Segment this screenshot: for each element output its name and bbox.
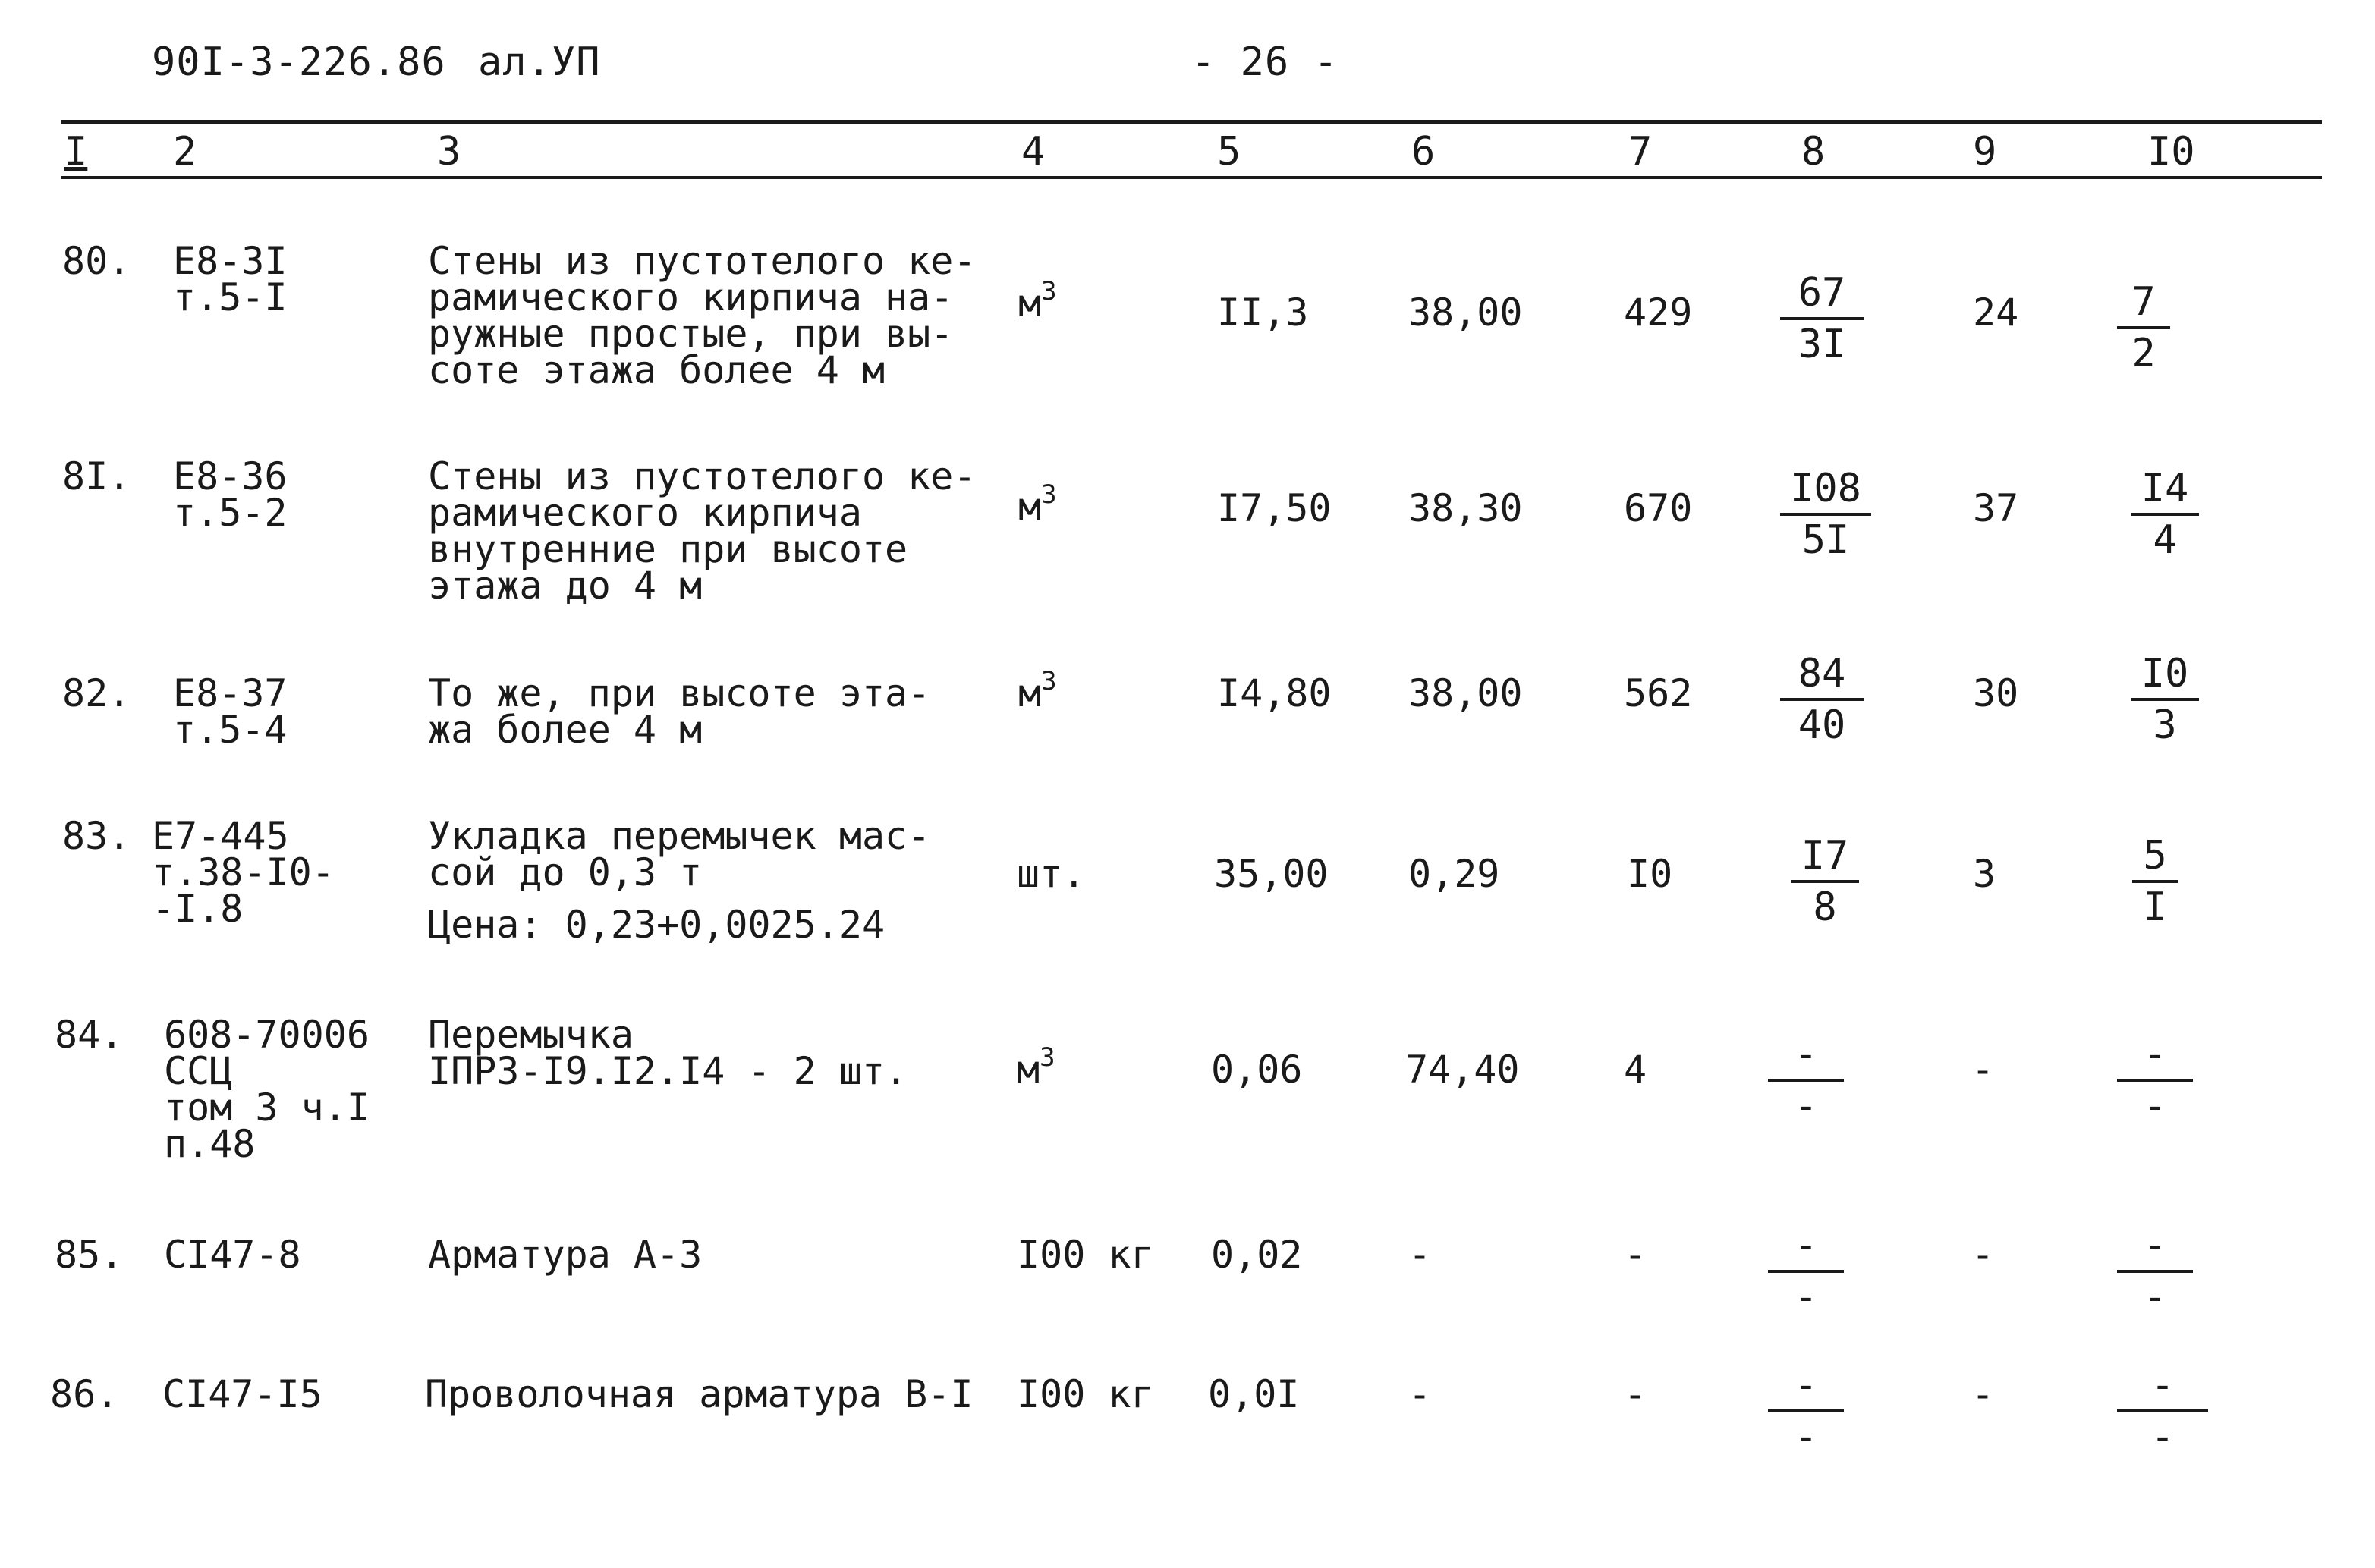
norm-code: Е8-3I т.5-I xyxy=(173,239,288,319)
norm-code: Е8-37 т.5-4 xyxy=(173,671,288,752)
column-8-fraction xyxy=(1768,1033,1844,1127)
quantity: 0,02 xyxy=(1211,1233,1303,1277)
total-cost: 4 xyxy=(1624,1048,1647,1092)
column-header-10: I0 xyxy=(2147,129,2195,174)
fraction-denominator: I xyxy=(2143,885,2167,930)
row-number: 8I. xyxy=(62,454,131,498)
column-9-value: 37 xyxy=(1973,486,2019,530)
quantity: 0,0I xyxy=(1208,1372,1300,1416)
price-note: Цена: 0,23+0,0025.24 xyxy=(428,903,886,947)
norm-code: 608-70006 ССЦ том 3 ч.I п.48 xyxy=(164,1013,370,1166)
column-8-fraction xyxy=(1780,272,1864,366)
unit xyxy=(1017,1372,1154,1416)
total-cost: I0 xyxy=(1627,852,1673,896)
unit-exponent: 3 xyxy=(1041,276,1057,306)
unit-exponent: 3 xyxy=(1041,666,1057,696)
fraction-numerator: - xyxy=(2117,1033,2193,1082)
fraction-denominator: 2 xyxy=(2131,331,2156,376)
column-10-fraction xyxy=(2117,1364,2208,1458)
unit xyxy=(1018,666,1057,715)
fraction-denominator: 8 xyxy=(1813,885,1837,930)
work-description: Арматура А-3 xyxy=(428,1233,703,1277)
work-description: Перемычка IПР3-I9.I2.I4 - 2 шт. xyxy=(428,1013,908,1093)
column-header-8: 8 xyxy=(1801,129,1826,174)
row-number: 80. xyxy=(62,239,131,283)
fraction-denominator: 3I xyxy=(1798,322,1846,367)
row-number: 86. xyxy=(50,1372,119,1416)
fraction-denominator: - xyxy=(1794,1083,1818,1129)
column-10-fraction xyxy=(2131,467,2199,561)
column-8-fraction xyxy=(1780,652,1864,746)
document-code: 90I-3-226.86 xyxy=(152,39,446,85)
column-9-value: 3 xyxy=(1973,852,1996,896)
unit xyxy=(1017,852,1086,896)
norm-code: Е7-445 т.38-I0- -I.8 xyxy=(152,814,335,931)
fraction-denominator: 3 xyxy=(2153,702,2177,748)
column-header-7: 7 xyxy=(1628,129,1653,174)
fraction-numerator: - xyxy=(2117,1364,2208,1412)
top-rule xyxy=(61,120,2322,124)
column-10-fraction xyxy=(2117,1224,2193,1318)
quantity: II,3 xyxy=(1217,291,1309,335)
fraction-denominator: - xyxy=(2143,1274,2167,1320)
album-label: ал.УП xyxy=(478,39,601,85)
column-header-5: 5 xyxy=(1217,129,1241,174)
fraction-numerator: 5 xyxy=(2132,834,2178,883)
total-cost: - xyxy=(1624,1372,1647,1416)
unit xyxy=(1018,479,1057,529)
unit-base: I00 кг xyxy=(1017,1372,1154,1416)
quantity: I4,80 xyxy=(1217,671,1332,715)
work-description: Укладка перемычек мас- сой до 0,3 т xyxy=(428,814,931,894)
row-number: 83. xyxy=(62,814,131,858)
fraction-denominator: 4 xyxy=(2153,517,2177,563)
fraction-denominator: 5I xyxy=(1801,517,1850,563)
quantity: 0,06 xyxy=(1211,1048,1303,1092)
unit-base: шт. xyxy=(1017,852,1086,896)
fraction-denominator: - xyxy=(1794,1414,1818,1460)
header-rule xyxy=(61,176,2322,179)
unit-base: м xyxy=(1018,281,1042,325)
fraction-numerator: - xyxy=(2117,1224,2193,1273)
work-description: Проволочная арматура В-I xyxy=(425,1372,974,1416)
fraction-numerator: I0 xyxy=(2131,652,2199,701)
unit xyxy=(1017,1042,1055,1092)
unit xyxy=(1017,1233,1154,1277)
row-number: 85. xyxy=(55,1233,124,1277)
column-8-fraction xyxy=(1791,834,1859,929)
column-9-value: - xyxy=(1971,1048,1995,1092)
unit-price: 38,00 xyxy=(1408,671,1523,715)
unit-base: м xyxy=(1018,671,1042,715)
unit-price: 38,30 xyxy=(1408,486,1523,530)
fraction-numerator: - xyxy=(1768,1364,1844,1412)
unit-base: м xyxy=(1018,485,1042,529)
total-cost: 670 xyxy=(1624,486,1693,530)
unit-exponent: 3 xyxy=(1040,1042,1055,1073)
fraction-numerator: I7 xyxy=(1791,834,1859,883)
unit-exponent: 3 xyxy=(1041,479,1057,510)
column-10-fraction xyxy=(2131,652,2199,746)
column-10-fraction xyxy=(2117,1033,2193,1127)
fraction-numerator: 7 xyxy=(2117,281,2170,329)
unit-base: м xyxy=(1017,1048,1040,1092)
fraction-numerator: 67 xyxy=(1780,272,1864,320)
unit-price: - xyxy=(1408,1372,1432,1416)
unit xyxy=(1018,276,1057,325)
column-9-value: - xyxy=(1971,1372,1995,1416)
column-9-value: 30 xyxy=(1973,671,2019,715)
total-cost: - xyxy=(1624,1233,1647,1277)
column-8-fraction xyxy=(1768,1364,1844,1458)
row-number: 84. xyxy=(55,1013,124,1057)
fraction-denominator: - xyxy=(1794,1274,1818,1320)
fraction-numerator: 84 xyxy=(1780,652,1864,701)
norm-code: СI47-I5 xyxy=(162,1372,322,1416)
norm-code: СI47-8 xyxy=(164,1233,301,1277)
quantity: I7,50 xyxy=(1217,486,1332,530)
column-header-4: 4 xyxy=(1021,129,1046,174)
column-8-fraction xyxy=(1768,1224,1844,1318)
column-10-fraction xyxy=(2117,281,2170,375)
column-header-3: 3 xyxy=(437,129,461,174)
row-number: 82. xyxy=(62,671,131,715)
unit-price: - xyxy=(1408,1233,1432,1277)
fraction-denominator: - xyxy=(2143,1083,2167,1129)
column-header-2: 2 xyxy=(173,129,197,174)
column-10-fraction xyxy=(2132,834,2178,929)
fraction-numerator: I4 xyxy=(2131,467,2199,516)
work-description: Стены из пустотелого ке- рамического кирпича на- ружные простые, при вы- соте этажа более 4 м xyxy=(428,239,977,392)
fraction-numerator: - xyxy=(1768,1224,1844,1273)
unit-price: 38,00 xyxy=(1408,291,1523,335)
norm-code: Е8-36 т.5-2 xyxy=(173,454,288,535)
fraction-denominator: 40 xyxy=(1798,702,1846,748)
unit-base: I00 кг xyxy=(1017,1233,1154,1277)
unit-price: 74,40 xyxy=(1405,1048,1520,1092)
fraction-numerator: - xyxy=(1768,1033,1844,1082)
total-cost: 429 xyxy=(1624,291,1693,335)
fraction-denominator: - xyxy=(2150,1414,2175,1460)
column-header-6: 6 xyxy=(1411,129,1436,174)
work-description: Стены из пустотелого ке- рамического кирпича внутренние при высоте этажа до 4 м xyxy=(428,454,977,608)
column-8-fraction xyxy=(1780,467,1871,561)
work-description: То же, при высоте эта- жа более 4 м xyxy=(428,671,931,752)
column-9-value: - xyxy=(1971,1233,1995,1277)
column-header-1: I xyxy=(64,129,88,174)
column-header-9: 9 xyxy=(1973,129,1997,174)
column-9-value: 24 xyxy=(1973,291,2019,335)
fraction-numerator: I08 xyxy=(1780,467,1871,516)
total-cost: 562 xyxy=(1624,671,1693,715)
unit-price: 0,29 xyxy=(1408,852,1500,896)
page-number: - 26 - xyxy=(1191,39,1338,85)
quantity: 35,00 xyxy=(1214,852,1329,896)
